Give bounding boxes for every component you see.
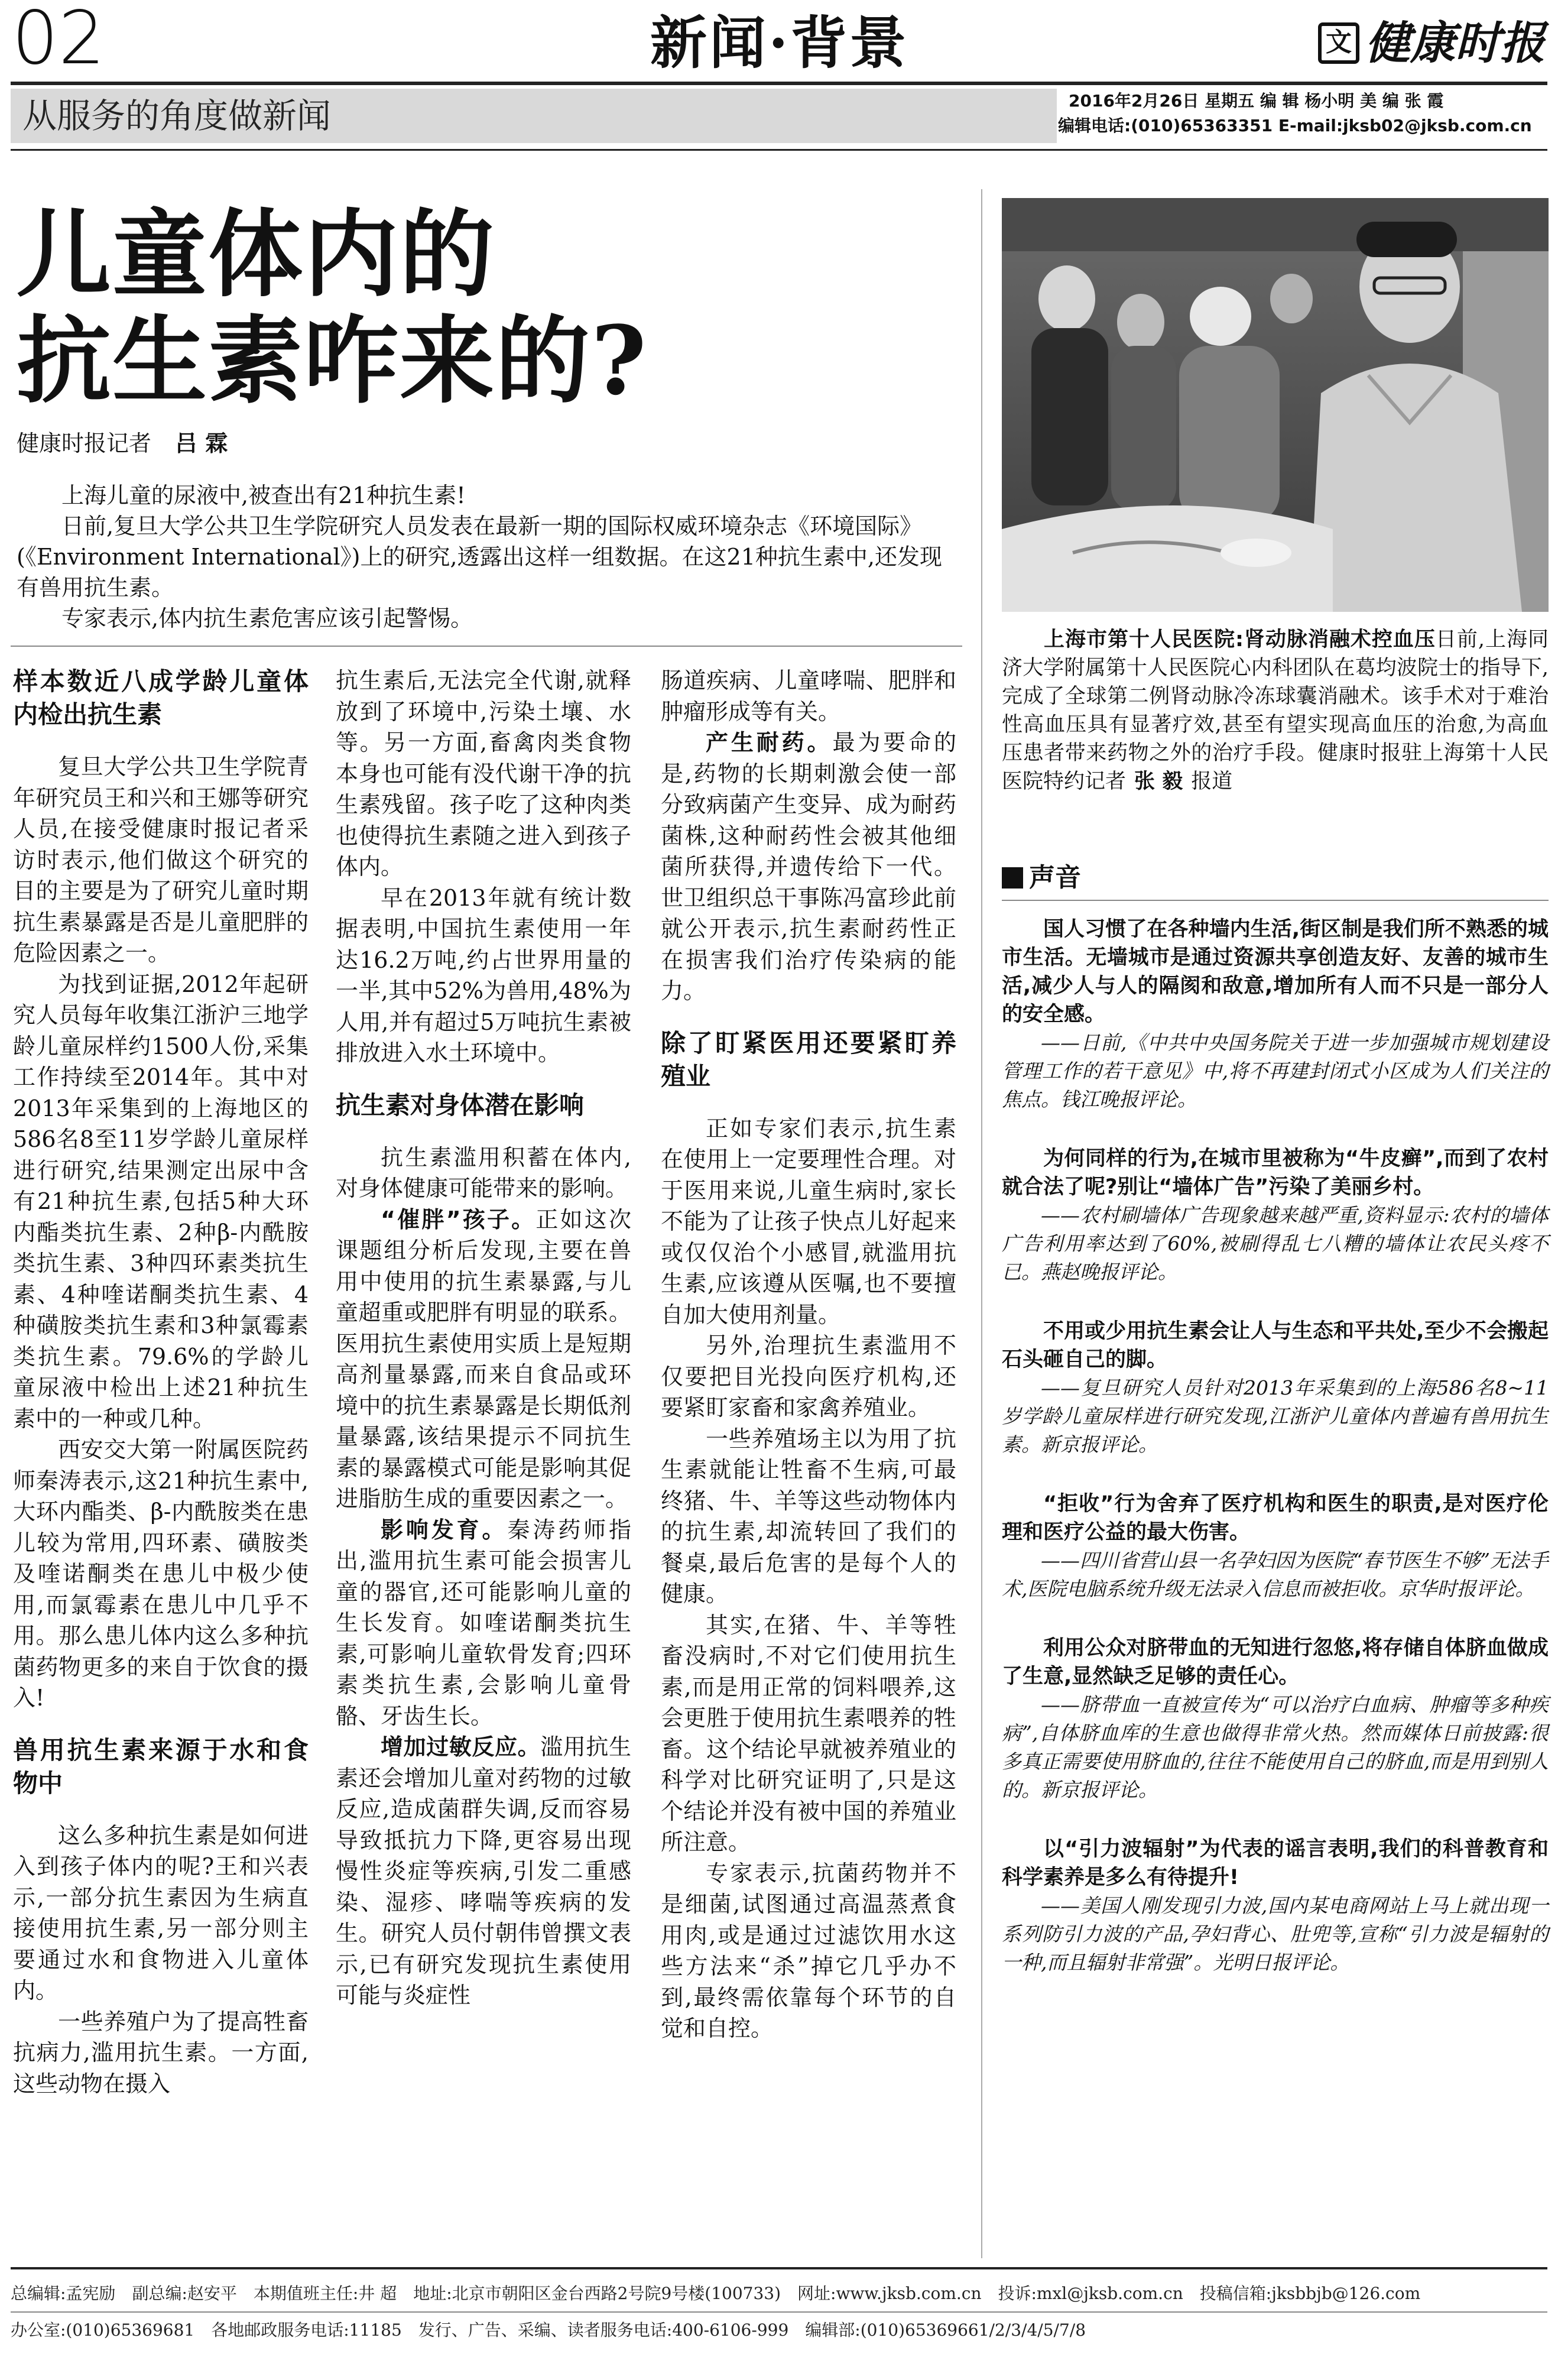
voice-source: ——日前,《中共中央国务院关于进一步加强城市规划建设管理工作的若干意见》中,将不再建封闭式小区成为人们关注的焦点。钱江晚报评论。 <box>1002 1031 1549 1111</box>
imprint-field: 地址:北京市朝阳区金台西路2号院9号楼(100733) <box>413 2284 781 2303</box>
paragraph: 影响发育。秦涛药师指出,滥用抗生素可能会损害儿童的器官,还可能影响儿童的生长发育。如喹诺酮类抗生素,可影响儿童软骨发育;四环素类抗生素,会影响儿童骨骼、牙齿生长。 <box>336 1516 631 1729</box>
imprint-line-1 <box>11 2276 1547 2311</box>
editor-contact-line: 编辑电话:(010)65363351 E-mail:jksb02@jksb.com.cn <box>1058 116 1532 135</box>
paragraph: 增加过敏反应。滥用抗生素还会增加儿童对药物的过敏反应,造成菌群失调,反而容易导致抵抗力下降,更容易出现慢性炎症等疾病,引发二重感染、湿疹、哮喘等疾病的发生。研究人员付朝伟曾撰文表示,已有研究发现抗生素使用可能与炎症性 <box>336 1734 631 2008</box>
headline-line-1: 儿童体内的 <box>17 199 496 310</box>
paragraph: 另外,治理抗生素滥用不仅要把目光投向医疗机构,还要紧盯家畜和家禽养殖业。 <box>661 1332 956 1421</box>
voice-quote: 国人习惯了在各种墙内生活,街区制是我们所不熟悉的城市生活。无墙城市是通过资源共享创造友好、友善的城市生活,减少人与人的隔阂和敌意,增加所有人而不只是一部分人的安全感。 <box>1002 917 1549 1026</box>
caption-credit-tail: 报道 <box>1191 770 1233 793</box>
voice-item <box>1002 915 1549 1114</box>
header-rule <box>11 82 1547 85</box>
run-in-heading: 增加过敏反应。 <box>381 1734 541 1760</box>
voices-title: 声音 <box>1029 862 1081 893</box>
subheading: 兽用抗生素来源于水和食物中 <box>13 1735 309 1798</box>
page-number: 02 <box>12 0 105 81</box>
voice-quote: 利用公众对脐带血的无知进行忽悠,将存储自体脐血做成了生意,显然缺乏足够的责任心。 <box>1002 1636 1549 1688</box>
voice-quote: 以“引力波辐射”为代表的谣言表明,我们的科普教育和科学素养是多么有待提升! <box>1002 1837 1549 1889</box>
brand-name: 健康时报 <box>1365 17 1545 69</box>
paragraph: 为找到证据,2012年起研究人员每年收集江浙沪三地学龄儿童尿样约1500人份,采集工作持续至2014年。其中对2013年采集到的上海地区的586名8至11岁学龄儿童尿样进行研究,结果测定出尿中含有21种抗生素,包括5种大环内酯类抗生素、2种β-内酰胺类抗生素、3种四环素类抗生素、4种喹诺酮类抗生素、4种磺胺类抗生素和3种氯霉素类抗生素。79.6%的学龄儿童尿液中检出上述21种抗生素中的一种或几种。 <box>13 971 309 1432</box>
paragraph: 产生耐药。最为要命的是,药物的长期刺激会使一部分致病菌产生变异、成为耐药菌株,这种耐药性会被其他细菌所获得,并遗传给下一代。世卫组织总干事陈冯富珍此前就公开表示,抗生素耐药性正在损害我们治疗传染病的能力。 <box>661 729 956 1004</box>
paragraph: 其实,在猪、牛、羊等牲畜没病时,不对它们使用抗生素,而是用正常的饲料喂养,这会更胜于使用抗生素喂养的牲畜。这个结论早就被养殖业的科学对比研究证明了,只是这个结论并没有被中国的养殖业所注意。 <box>661 1611 956 1855</box>
paragraph: 抗生素滥用积蓄在体内,对身体健康可能带来的影响。 <box>336 1144 631 1201</box>
caption-title: 上海市第十人民医院:肾动脉消融术控血压 <box>1043 628 1436 651</box>
imprint-field: 总编辑:孟宪励 <box>11 2284 116 2303</box>
issue-date-line: 2016年2月26日 星期五 编 辑 杨小明 美 编 张 霞 <box>1069 91 1444 111</box>
voice-source: ——四川省营山县一名孕妇因为医院“春节医生不够”无法手术,医院电脑系统升级无法录入信息而被拒收。京华时报评论。 <box>1002 1549 1549 1600</box>
lead-paragraph: 上海儿童的尿液中,被查出有21种抗生素! <box>61 482 466 508</box>
imprint-field: 副总编:赵安平 <box>132 2284 237 2303</box>
voice-source: ——脐带血一直被宣传为“可以治疗白血病、肿瘤等多种疾病”,自体脐血库的生意也做得非常火热。然而媒体日前披露:很多真正需要使用脐血的,往往不能使用自己的脐血,而是用到别人的。新京报评论。 <box>1002 1693 1549 1801</box>
voices-heading <box>1002 860 1081 896</box>
voices-rule <box>1002 900 1549 901</box>
run-in-heading: 产生耐药。 <box>706 729 833 755</box>
section-strapline: 从服务的角度做新闻 <box>22 96 332 136</box>
paragraph: 西安交大第一附属医院药师秦涛表示,这21种抗生素中,大环内酯类、β-内酰胺类在患儿较为常用,四环素、磺胺类及喹诺酮类在患儿中极少使用,而氯霉素在患儿中几乎不用。那么患儿体内这么多种抗菌药物更多的来自于饮食的摄入! <box>13 1437 309 1711</box>
paragraph: 早在2013年就有统计数据表明,中国抗生素使用一年达16.2万吨,约占世界用量的一半,其中52%为兽用,48%为人用,并有超过5万吨抗生素被排放进入水土环境中。 <box>336 884 631 1066</box>
article-lead <box>17 480 962 634</box>
article-column-3 <box>661 665 956 2044</box>
imprint-footer <box>11 2276 1547 2348</box>
paragraph: 抗生素后,无法完全代谢,就释放到了环境中,污染土壤、水等。另一方面,畜禽肉类食物本身也可能有没代谢干净的抗生素残留。孩子吃了这种肉类也使得抗生素随之进入到孩子体内。 <box>336 667 631 880</box>
imprint-field: 发行、广告、采编、读者服务电话:400-6106-999 <box>418 2320 789 2340</box>
voice-item <box>1002 1634 1549 1804</box>
article-column-1 <box>13 665 309 2099</box>
surgery-photo-image <box>1002 198 1549 612</box>
headline-line-2: 抗生素咋来的? <box>17 305 648 416</box>
lead-paragraph: 日前,复旦大学公共卫生学院研究人员发表在最新一期的国际权威环境杂志《环境国际》(《Environment International》)上的研究,透露出这样一组数据。在这21种抗生素中,还发现有兽用抗生素。 <box>17 513 942 601</box>
voice-source: ——美国人刚发现引力波,国内某电商网站上马上就出现一系列防引力波的产品,孕妇背心、肚兜等,宣称“引力波是辐射的一种,而且辐射非常强”。光明日报评论。 <box>1002 1894 1549 1974</box>
voice-item <box>1002 1317 1549 1459</box>
section-title: 新闻·背景 <box>650 9 909 76</box>
paragraph: 一些养殖户为了提高牲畜抗病力,滥用抗生素。一方面,这些动物在摄入 <box>13 2008 309 2097</box>
voice-quote: 为何同样的行为,在城市里被称为“牛皮癣”,而到了农村就合法了呢?别让“墙体广告”污染了美丽乡村。 <box>1002 1147 1549 1199</box>
voice-quote: 不用或少用抗生素会让人与生态和平共处,至少不会搬起石头砸自己的脚。 <box>1002 1319 1549 1371</box>
voice-quote: “拒收”行为舍弃了医疗机构和医生的职责,是对医疗伦理和医疗公益的最大伤害。 <box>1002 1492 1549 1544</box>
masthead-logo <box>1318 17 1545 70</box>
imprint-field: 投稿信箱:jksbbjb@126.com <box>1199 2284 1421 2303</box>
voice-source: ——复旦研究人员针对2013年采集到的上海586名8~11岁学龄儿童尿样进行研究发现,江浙沪儿童体内普遍有兽用抗生素。新京报评论。 <box>1002 1376 1549 1456</box>
caption-body: 日前,上海同济大学附属第十人民医院心内科团队在葛均波院士的指导下,完成了全球第二例肾动脉冷冻球囊消融术。该手术对于难治性高血压具有显著疗效,甚至有望实现高血压的治愈,为高血压患者带来药物之外的治疗手段。 <box>1002 628 1549 765</box>
imprint-field: 投诉:mxl@jksb.com.cn <box>998 2284 1183 2303</box>
header-bottom-rule <box>11 149 1547 151</box>
paragraph: 肠道疾病、儿童哮喘、肥胖和肿瘤形成等有关。 <box>661 667 956 725</box>
imprint-field: 网址:www.jksb.com.cn <box>797 2284 982 2303</box>
paragraph: “催胖”孩子。正如这次课题组分析后发现,主要在兽用中使用的抗生素暴露,与儿童超重或肥胖有明显的联系。医用抗生素使用实质上是短期高剂量暴露,而来自食品或环境中的抗生素暴露是长期低剂量暴露,该结果提示不同抗生素的暴露模式可能是影响其促进脂肪生成的重要因素之一。 <box>336 1206 631 1512</box>
subheading: 抗生素对身体潜在影响 <box>336 1090 585 1120</box>
imprint-field: 各地邮政服务电话:11185 <box>211 2320 402 2340</box>
footer-rule <box>11 2267 1547 2269</box>
caption-credit-name: 张 毅 <box>1134 770 1183 793</box>
lead-divider <box>11 646 962 647</box>
paragraph: 专家表示,抗菌药物并不是细菌,试图通过高温蒸煮食用肉,或是通过过滤饮用水这些方法来“杀”掉它几乎办不到,最终需依靠每个环节的自觉和自控。 <box>661 1860 956 2041</box>
paragraph: 一些养殖场主以为用了抗生素就能让牲畜不生病,可最终猪、牛、羊等这些动物体内的抗生素,却流转回了我们的餐桌,最后危害的是每个人的健康。 <box>661 1425 956 1607</box>
caption-credit: 健康时报驻上海第十人民医院特约记者 <box>1002 741 1549 793</box>
voice-source: ——农村刷墙体广告现象越来越严重,资料显示:农村的墙体广告利用率达到了60%,被刷得乱七八糟的墙体让农民头疼不已。燕赵晚报评论。 <box>1002 1204 1549 1283</box>
article-headline <box>17 201 962 414</box>
masthead-logo-icon: 文 <box>1318 22 1359 64</box>
subheading: 样本数近八成学龄儿童体内检出抗生素 <box>13 667 309 729</box>
voice-item <box>1002 1490 1549 1603</box>
byline-label: 健康时报记者 <box>17 430 152 456</box>
paragraph: 复旦大学公共卫生学院青年研究员王和兴和王娜等研究人员,在接受健康时报记者采访时表示,他们做这个研究的目的主要是为了研究儿童时期抗生素暴露是否是儿童肥胖的危险因素之一。 <box>13 754 309 966</box>
byline-name: 吕 霖 <box>175 430 228 456</box>
subheading: 除了盯紧医用还要紧盯养殖业 <box>661 1028 956 1091</box>
rail-divider <box>981 189 982 2258</box>
byline <box>17 429 228 458</box>
paragraph: 正如专家们表示,抗生素在使用上一定要理性合理。对于医用来说,儿童生病时,家长不能为了让孩子快点儿好起来或仅仅治个小感冒,就滥用抗生素,应该遵从医嘱,也不要擅自加大使用剂量。 <box>661 1115 956 1328</box>
imprint-field: 办公室:(010)65369681 <box>11 2320 195 2340</box>
surgery-photo <box>1002 198 1549 612</box>
square-bullet-icon <box>1002 867 1023 889</box>
run-in-heading: “催胖”孩子。 <box>381 1206 536 1233</box>
voices-list <box>1002 915 1549 2008</box>
paragraph: 这么多种抗生素是如何进入到孩子体内的呢?王和兴表示,一部分抗生素因为生病直接使用抗生素,另一部分则主要通过水和食物进入儿童体内。 <box>13 1822 309 2003</box>
lead-paragraph: 专家表示,体内抗生素危害应该引起警惕。 <box>61 605 473 631</box>
imprint-line-2 <box>11 2313 1547 2348</box>
run-in-heading: 影响发育。 <box>381 1516 508 1543</box>
imprint-field: 编辑部:(010)65369661/2/3/4/5/7/8 <box>805 2320 1086 2340</box>
voice-item <box>1002 1835 1549 1977</box>
imprint-field: 本期值班主任:井 超 <box>253 2284 397 2303</box>
voice-item <box>1002 1144 1549 1286</box>
photo-caption <box>1002 625 1549 796</box>
article-column-2 <box>336 665 631 2011</box>
